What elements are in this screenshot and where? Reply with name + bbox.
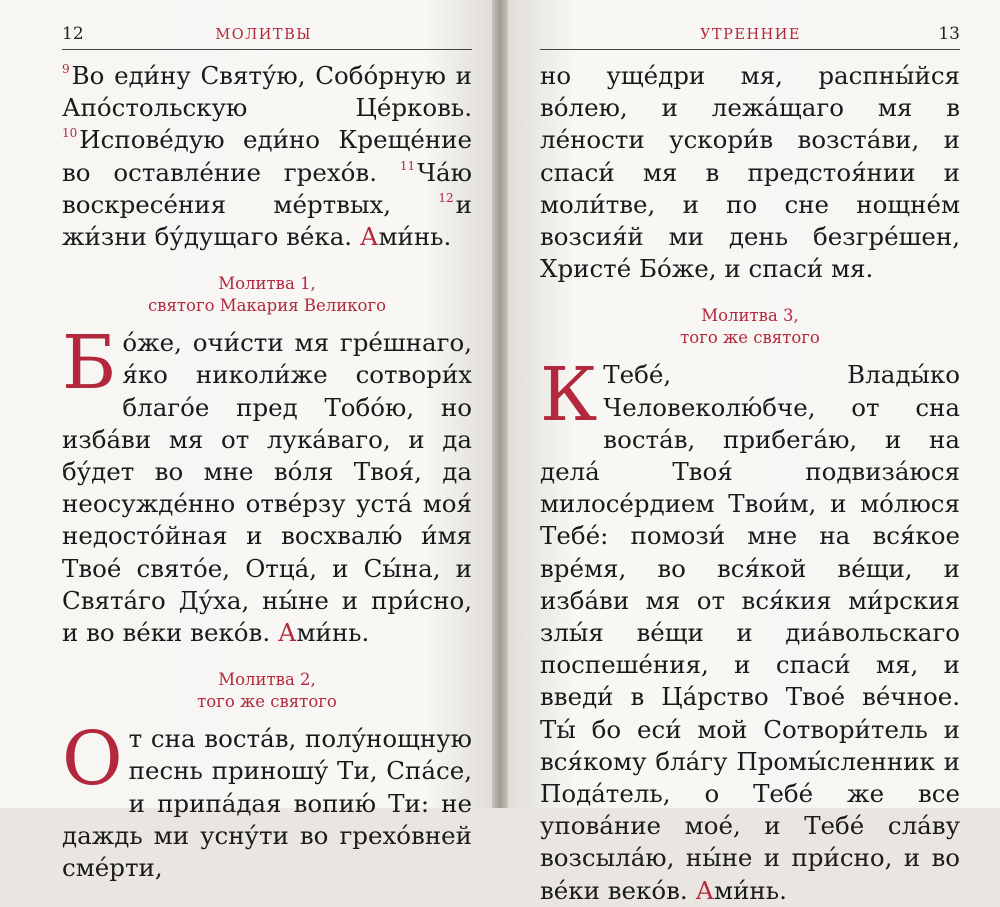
verse-text: Испове́дую еди́но Креще́ние во оставле́ние грехо́в. (62, 125, 472, 187)
right-page-header (540, 24, 960, 50)
verse-number: 9 (62, 62, 70, 76)
prayer-heading-number: Молитва 1, (218, 274, 316, 294)
page-number: 12 (62, 24, 84, 44)
prayer-body: Тебе́, Влады́ко Человеколю́бче, от сна воста́в, прибега́ю, и на дела́ Твоя́ подвиза́юся милосе́рдием Твои́м, и мо́люся Тебе́: помози́ мне на вся́кое вре́мя, во вся́кой ве́щи, и изба́ви мя от вся́кия ми́рския злы́я ве́щи и диа́вольскаго поспеше́ния, и спаси́ мя, и введи́ в Ца́рство Твое́ ве́чное. Ты́ бо еси́ мой Сотвори́тель и вся́кому бла́гу Промы́сленник и Пода́тель, о Тебе́ же все упова́ние мое́, и Тебе́ сла́ву возсыла́ю, ны́не и при́сно, и во ве́ки веко́в. (540, 360, 960, 905)
amen-rest: ми́нь. (296, 618, 370, 648)
verse-text: и жи́зни бу́дущаго ве́ка. (62, 189, 472, 252)
running-title: МОЛИТВЫ (215, 27, 312, 43)
verse-text: Ча́ю воскресе́ния ме́ртвых, (62, 157, 472, 219)
drop-cap: Б (62, 320, 117, 407)
prayer-heading-author: святого Макария Великого (147, 296, 387, 316)
prayer-2-continuation (540, 60, 960, 285)
amen-initial: А (359, 222, 379, 252)
running-title: УТРЕННИЕ (700, 27, 802, 43)
verse-number: 10 (62, 126, 78, 141)
prayer-body: т сна воста́в, полу́нощную песнь приношу́ Ти, Спа́се, и припа́дая вопию́ Ти: не даждь ми усну́ти во грехо́вней сме́рти, (62, 724, 472, 883)
verse-number: 12 (438, 190, 454, 205)
prayer-heading (540, 305, 960, 349)
prayer-heading-author: того же святого (197, 692, 337, 712)
prayer-1-text (62, 320, 472, 649)
prayer-body: о́же, очи́сти мя гре́шнаго, я́ко николи́же сотвори́х благо́е пред Тобо́ю, но изба́ви мя от лука́ваго, и да бу́дет во мне во́ля Твоя́, да неосужде́нно отве́рзу уста́ моя́ недосто́йная и восхвалю́ и́мя Твое́ свято́е, Отца́, и Сы́на, и Свята́го Ду́ха, ны́не и при́сно, и во ве́ки веко́в. (62, 328, 472, 648)
prayer-body: но уще́дри мя, распны́йся во́лею, и лежа́щаго мя в ле́ности ускори́в возста́ви, и спаси́ мя в предстоя́нии и моли́тве, и по сне нощне́м возсия́й ми день безгре́шен, Христе́ Бо́же, и спаси́ мя. (540, 61, 960, 284)
prayer-heading-author: того же святого (680, 328, 820, 348)
left-page (0, 0, 500, 883)
right-page (500, 0, 1000, 905)
prayer-heading (62, 273, 472, 317)
prayer-2-text (62, 716, 472, 884)
amen-initial: А (277, 618, 297, 648)
prayer-heading-number: Молитва 2, (218, 670, 316, 690)
amen-rest: ми́нь. (378, 222, 452, 252)
drop-cap: К (540, 352, 598, 439)
verse-text: Во еди́ну Святу́ю, Собо́рную и Апо́стольскую Це́рковь. (62, 61, 472, 123)
amen-initial: А (695, 875, 715, 905)
amen-rest: ми́нь. (714, 875, 787, 905)
page-number: 13 (938, 24, 960, 44)
book-gutter (492, 0, 508, 808)
verse-number: 11 (399, 158, 416, 173)
prayer-3-text (540, 352, 960, 906)
prayer-heading (62, 669, 472, 713)
prayer-heading-number: Молитва 3, (701, 306, 799, 326)
creed-ending (62, 60, 472, 253)
left-page-header (62, 24, 472, 50)
drop-cap: О (62, 716, 123, 803)
